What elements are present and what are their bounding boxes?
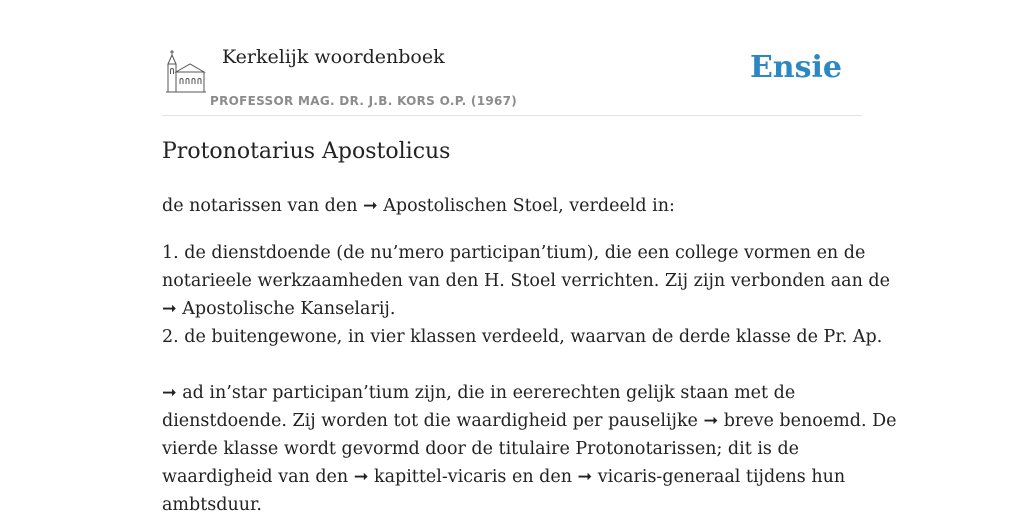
entry-intro [162,192,862,220]
entry-line: notarieele werkzaamheden van den H. Stoel verrichten. Zij zijn verbonden aan de [162,271,890,291]
brand-logo-link[interactable]: Ensie [749,50,842,85]
entry-line: ➞ Apostolische Kanselarij. [162,299,396,319]
entry-line: ➞ ad in’star participan’tium zijn, die in eererechten gelijk staan met de [162,383,796,403]
entry-line: waardigheid van den ➞ kapittel-vicaris en den ➞ vicaris-generaal tijdens hun [162,467,846,487]
entry-title: Protonotarius Apostolicus [162,139,451,164]
entry-line: 1. de dienstdoende (de nu’mero participan’tium), die een college vormen en de [162,243,866,263]
entry-continuation [162,379,897,512]
entry-line: ambtsduur. [162,495,262,512]
church-icon [166,50,206,94]
entry-line: dienstdoende. Zij worden tot die waardigheid per pauselijke ➞ breve benoemd. De [162,411,897,431]
entry-line: de notarissen van den ➞ Apostolischen Stoel, verdeeld in: [162,196,675,216]
entry-line: 2. de buitengewone, in vier klassen verdeeld, waarvan de derde klasse de Pr. Ap. [162,327,883,347]
header [162,40,862,116]
entry-definitions [162,239,890,351]
book-title[interactable]: Kerkelijk woordenboek [222,46,445,68]
book-author[interactable]: PROFESSOR MAG. DR. J.B. KORS O.P. (1967) [210,94,518,108]
entry-line: vierde klasse wordt gevormd door de titulaire Protonotarissen; dit is de [162,439,800,459]
